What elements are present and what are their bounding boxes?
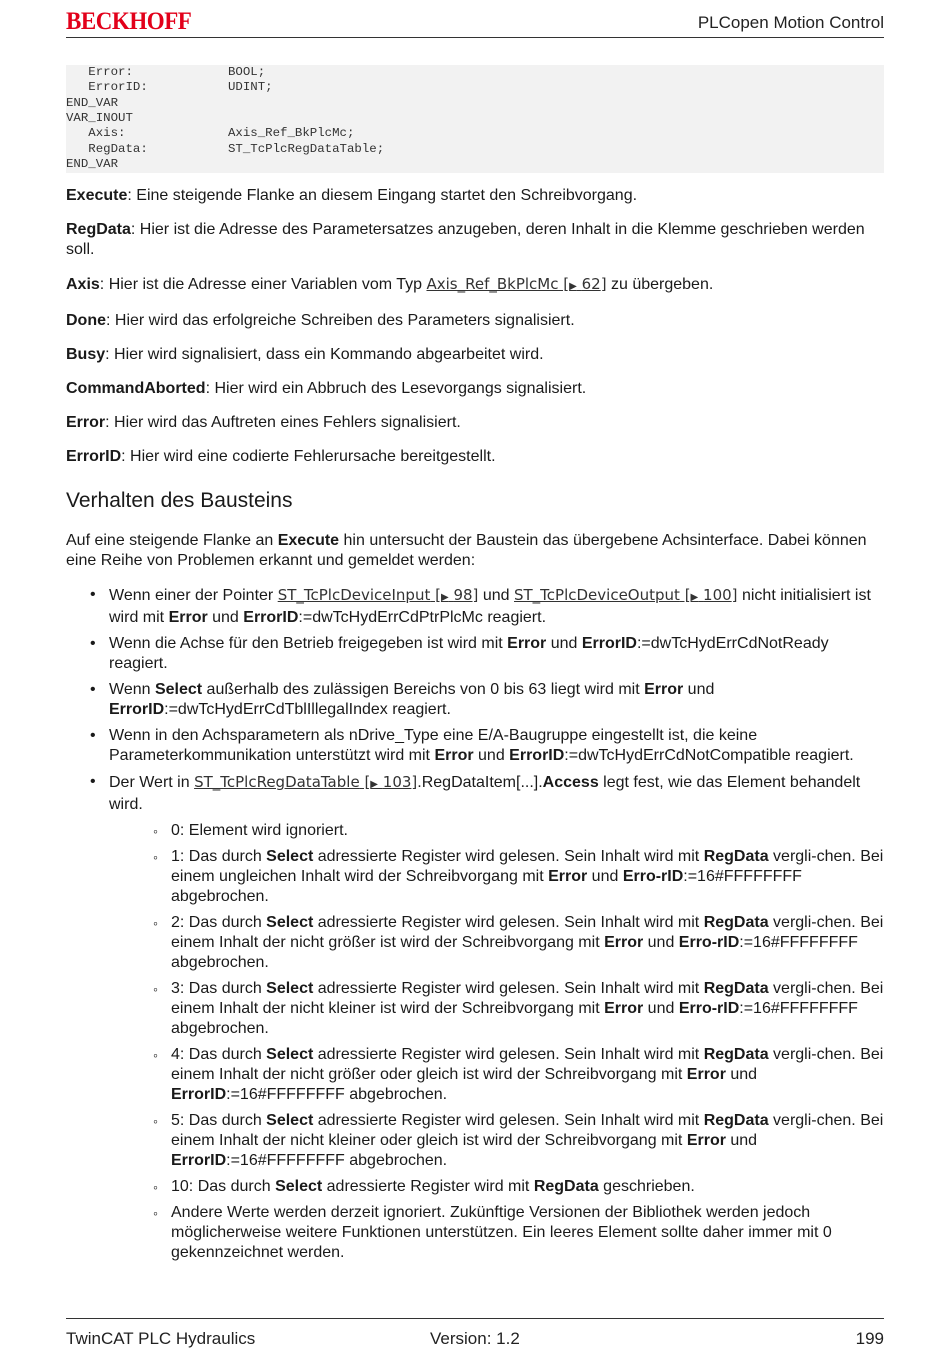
list-item: ◦ 5: Das durch Select adressierte Register wird gelesen. Sein Inhalt wird mit RegData vergli-chen. Bei einem Inhalt der nicht kleiner oder gleich ist wird der Schreibvorgang mit Error und ErrorID:=16#FFFFFFFF abgebrochen.: [109, 1111, 884, 1171]
page-number: 199: [855, 1329, 884, 1348]
device-input-link[interactable]: ST_TcPlcDeviceInput [▶ 98]: [277, 586, 479, 604]
list-item: • Wenn die Achse für den Betrieb freigegeben ist wird mit Error und ErrorID:=dwTcHydErrCdNotReady reagiert.: [66, 634, 884, 674]
page-footer: [66, 1318, 884, 1359]
document-title: PLCopen Motion Control: [697, 13, 884, 32]
param-busy: Busy: Hier wird signalisiert, dass ein Kommando abgearbeitet wird.: [66, 346, 544, 363]
param-done: Done: Hier wird das erfolgreiche Schreiben des Parameters signalisiert.: [66, 312, 575, 329]
list-item: ◦ 1: Das durch Select adressierte Register wird gelesen. Sein Inhalt wird mit RegData vergli-chen. Bei einem ungleichen Inhalt wird der Schreibvorgang mit Error und Erro-rID:=16#FFFFFFFF abgebrochen.: [109, 847, 884, 907]
param-command-aborted: CommandAborted: Hier wird ein Abbruch des Lesevorgangs signalisiert.: [66, 380, 587, 397]
behavior-list: [66, 585, 884, 1263]
list-item: • Wenn in den Achsparametern als nDrive_Type eine E/A-Baugruppe eingestellt ist, die keine Parameterkommunikation unterstützt wird mit Error und ErrorID:=dwTcHydErrCdNotCompatible reagiert.: [66, 726, 884, 766]
page-arrow-icon: ▶: [569, 281, 577, 292]
param-regdata: RegData: Hier ist die Adresse des Parametersatzes anzugeben, deren Inhalt in die Klemme geschrieben werden soll.: [66, 221, 865, 258]
param-errorid: ErrorID: Hier wird eine codierte Fehlerursache bereitgestellt.: [66, 448, 496, 465]
list-item: ◦ 3: Das durch Select adressierte Register wird gelesen. Sein Inhalt wird mit RegData vergli-chen. Bei einem Inhalt der nicht kleiner ist wird der Schreibvorgang mit Error und Erro-rID:=16#FFFFFFFF abgebrochen.: [109, 979, 884, 1039]
page-arrow-icon: ▶: [440, 592, 449, 603]
device-output-link[interactable]: ST_TcPlcDeviceOutput [▶ 100]: [514, 586, 738, 604]
list-item: ◦ 10: Das durch Select adressierte Register wird mit RegData geschrieben.: [109, 1177, 884, 1197]
list-item: • Wenn Select außerhalb des zulässigen Bereichs von 0 bis 63 liegt wird mit Error und ErrorID:=dwTcHydErrCdTblIllegalIndex reagiert.: [66, 680, 884, 720]
list-item: ◦ 0: Element wird ignoriert.: [109, 821, 884, 841]
access-values-list: [109, 821, 884, 1263]
list-item: • Wenn einer der Pointer ST_TcPlcDeviceInput [▶ 98] und ST_TcPlcDeviceOutput [▶ 100] nicht initialisiert ist wird mit Error und ErrorID:=dwTcHydErrCdPtrPlcMc reagiert.: [66, 585, 884, 628]
list-item: ◦ 4: Das durch Select adressierte Register wird gelesen. Sein Inhalt wird mit RegData vergli-chen. Bei einem Inhalt der nicht größer oder gleich ist wird der Schreibvorgang mit Error und ErrorID:=16#FFFFFFFF abgebrochen.: [109, 1045, 884, 1105]
axis-ref-link[interactable]: Axis_Ref_BkPlcMc [▶ 62]: [426, 275, 607, 293]
regdata-table-link[interactable]: ST_TcPlcRegDataTable [▶ 103]: [194, 773, 418, 791]
list-item: ◦ Andere Werte werden derzeit ignoriert. Zukünftige Versionen der Bibliothek werden jedoch möglicherweise weitere Funktionen unterstützen. Ein leeres Element sollte daher immer mit 0 gekennzeichnet werden.: [109, 1203, 884, 1263]
list-item: ◦ 2: Das durch Select adressierte Register wird gelesen. Sein Inhalt wird mit RegData vergli-chen. Bei einem Inhalt der nicht größer ist wird der Schreibvorgang mit Error und Erro-rID:=16#FFFFFFFF abgebrochen.: [109, 913, 884, 973]
param-execute: Execute: Eine steigende Flanke an diesem Eingang startet den Schreibvorgang.: [66, 187, 638, 204]
list-item: • Der Wert in ST_TcPlcRegDataTable [▶ 103].RegDataItem[...].Access legt fest, wie das Element behandelt wird. ◦ 0: Element wird ignoriert. ◦ 1: Das durch Select adressierte Register wird gelesen. Sein Inhalt wird mit RegData vergli-chen. Bei einem ungleichen Inhalt wird der Schreibvorgang mit Error und Erro-rID:=16#FFFFFFFF abgebrochen. ◦ 2: Das durch Select adressierte Register wird gelesen. Sein Inhalt wird mit RegData vergli-chen. Bei einem Inhalt der nicht größer ist wird der Schreibvorgang mit Error und Erro-rID:=16#FFFFFFFF abgebrochen. ◦ 3: Das durch Select adressierte Register wird gelesen. Sein Inhalt wird mit RegData vergli-chen. Bei einem Inhalt der nicht kleiner ist wird der Schreibvorgang mit Error und Erro-rID:=16#FFFFFFFF abgebrochen. ◦ 4: Das durch Select adressierte Register wird gelesen. Sein Inhalt wird mit RegData vergli-chen. Bei einem Inhalt der nicht größer oder gleich ist wird der Schreibvorgang mit Error und ErrorID:=16#FFFFFFFF abgebrochen. ◦ 5: Das durch Select adressierte Register wird gelesen. Sein Inhalt wird mit RegData vergli-chen. Bei einem Inhalt der nicht kleiner oder gleich ist wird der Schreibvorgang mit Error und ErrorID:=16#FFFFFFFF abgebrochen. ◦ 10: Das durch Select adressierte Register wird mit RegData geschrieben. ◦ Andere Werte werden derzeit ignoriert. Zukünftige Versionen der Bibliothek werden jedoch möglicherweise weitere Funktionen unterstützen. Ein leeres Element sollte daher immer mit 0 gekennzeichnet werden.: [66, 772, 884, 1263]
main-content: [66, 186, 884, 1269]
page-arrow-icon: ▶: [370, 779, 378, 790]
footer-version: Version: 1.2: [430, 1329, 520, 1348]
section-heading: Verhalten des Bausteins: [66, 489, 293, 512]
beckhoff-logo: BECKHOFF: [66, 8, 192, 35]
param-axis: Axis: Hier ist die Adresse einer Variablen vom Typ Axis_Ref_BkPlcMc [▶ 62] zu übergeben.: [66, 275, 714, 293]
param-error: Error: Hier wird das Auftreten eines Fehlers signalisiert.: [66, 414, 461, 431]
section-intro: Auf eine steigende Flanke an Execute hin untersucht der Baustein das übergebene Achsinterface. Dabei können eine Reihe von Problemen erkannt und gemeldet werden:: [66, 532, 867, 569]
page-arrow-icon: ▶: [690, 592, 699, 603]
footer-product: TwinCAT PLC Hydraulics: [66, 1329, 256, 1348]
code-block: Error: BOOL; ErrorID: UDINT; END_VAR VAR_INOUT Axis: Axis_Ref_BkPlcMc; RegData: ST_TcPlcRegDataTable; END_VAR: [66, 65, 884, 173]
page-header: [66, 6, 884, 38]
